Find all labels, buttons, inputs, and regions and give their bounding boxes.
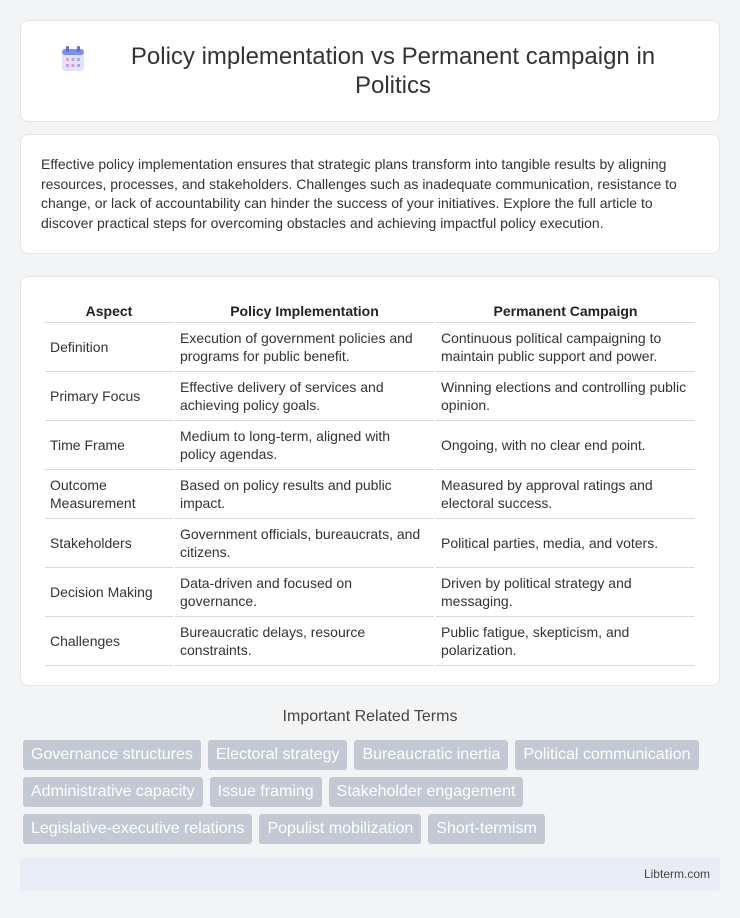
cell-permanent-campaign: Measured by approval ratings and electoral success. [436, 470, 695, 519]
tag-bureaucratic-inertia[interactable]: Bureaucratic inertia [354, 740, 508, 770]
cell-aspect: Stakeholders [45, 519, 173, 568]
cell-policy-implementation: Data-driven and focused on governance. [175, 568, 434, 617]
table-row [45, 568, 695, 617]
cell-permanent-campaign: Public fatigue, skepticism, and polarization. [436, 617, 695, 666]
table-row [45, 421, 695, 470]
cell-aspect: Decision Making [45, 568, 173, 617]
cell-policy-implementation: Government officials, bureaucrats, and citizens. [175, 519, 434, 568]
table-row [45, 617, 695, 666]
intro-text: Effective policy implementation ensures that strategic plans transform into tangible results by aligning resources, processes, and stakeholders. Challenges such as inadequate communication, resistance to change, or lack of accountability can hinder the success of your initiatives. Explore the full article to discover practical steps for overcoming obstacles and achieving impactful policy execution. [41, 156, 677, 231]
cell-aspect: Primary Focus [45, 372, 173, 421]
cell-policy-implementation: Execution of government policies and programs for public benefit. [175, 323, 434, 372]
table-header-row [45, 297, 695, 323]
document-icon [61, 46, 85, 72]
footer [20, 857, 720, 891]
cell-aspect: Time Frame [45, 421, 173, 470]
tag-issue-framing[interactable]: Issue framing [210, 777, 322, 807]
table-row [45, 519, 695, 568]
related-terms-title: Important Related Terms [282, 708, 458, 725]
tag-populist-mobilization[interactable]: Populist mobilization [259, 814, 421, 844]
title-wrap [61, 42, 679, 100]
header-aspect: Aspect [45, 297, 173, 323]
page-title: Policy implementation vs Permanent campaign in Politics [130, 43, 656, 99]
table-row [45, 372, 695, 421]
cell-aspect: Challenges [45, 617, 173, 666]
cell-permanent-campaign: Continuous political campaigning to maintain public support and power. [436, 323, 695, 372]
cell-policy-implementation: Bureaucratic delays, resource constraints. [175, 617, 434, 666]
comparison-table-card [20, 276, 720, 686]
cell-permanent-campaign: Ongoing, with no clear end point. [436, 421, 695, 470]
tag-stakeholder-engagement[interactable]: Stakeholder engagement [329, 777, 524, 807]
cell-aspect: Definition [45, 323, 173, 372]
cell-permanent-campaign: Winning elections and controlling public opinion. [436, 372, 695, 421]
cell-permanent-campaign: Driven by political strategy and messaging. [436, 568, 695, 617]
tag-electoral-strategy[interactable]: Electoral strategy [208, 740, 348, 770]
related-terms-section [20, 708, 720, 851]
footer-brand-link[interactable]: Libterm.com [643, 867, 710, 881]
tag-governance-structures[interactable]: Governance structures [23, 740, 201, 770]
tag-political-communication[interactable]: Political communication [515, 740, 698, 770]
cell-policy-implementation: Based on policy results and public impact. [175, 470, 434, 519]
table-row [45, 323, 695, 372]
tag-short-termism[interactable]: Short-termism [428, 814, 544, 844]
tag-administrative-capacity[interactable]: Administrative capacity [23, 777, 203, 807]
cell-permanent-campaign: Political parties, media, and voters. [436, 519, 695, 568]
tag-legislative-executive-relations[interactable]: Legislative-executive relations [23, 814, 252, 844]
title-card [20, 20, 720, 122]
cell-policy-implementation: Effective delivery of services and achieving policy goals. [175, 372, 434, 421]
cell-policy-implementation: Medium to long-term, aligned with policy agendas. [175, 421, 434, 470]
intro-card [20, 134, 720, 254]
related-terms-tags [20, 740, 720, 851]
header-permanent-campaign: Permanent Campaign [436, 297, 695, 323]
cell-aspect: Outcome Measurement [45, 470, 173, 519]
header-policy-implementation: Policy Implementation [175, 297, 434, 323]
table-row [45, 470, 695, 519]
comparison-table [43, 297, 697, 666]
